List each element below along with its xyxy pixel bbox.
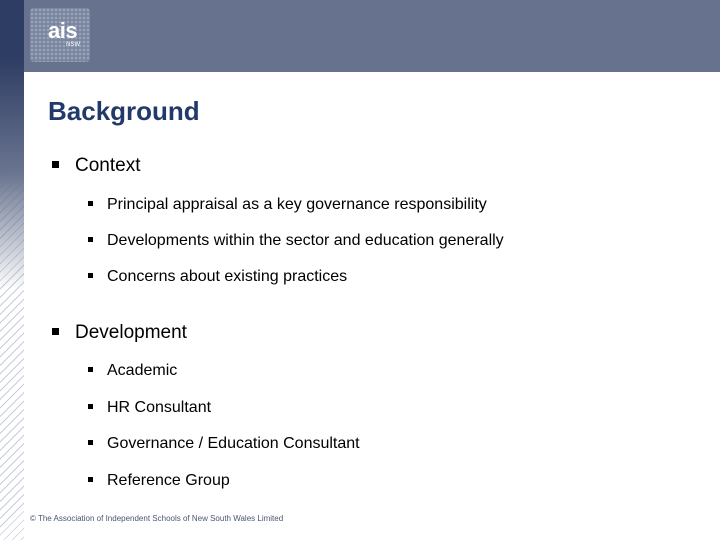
bullet-square-icon xyxy=(52,161,59,168)
logo-text: ais xyxy=(48,18,78,43)
left-strip-gradient xyxy=(0,0,24,290)
sub-bullet-text: HR Consultant xyxy=(107,399,212,416)
bullet-context xyxy=(52,155,140,177)
bullet-square-icon xyxy=(52,328,59,335)
bullet-square-icon xyxy=(88,440,93,445)
bullet-development xyxy=(52,322,187,344)
copyright-footer: © The Association of Independent Schools of New South Wales Limited xyxy=(30,514,284,523)
bullet-text: Context xyxy=(75,155,141,176)
sub-bullet xyxy=(88,472,230,490)
header-band xyxy=(24,0,720,72)
sub-bullet-text: Developments within the sector and education generally xyxy=(107,232,504,249)
logo-subtext: NSW xyxy=(66,42,80,48)
sub-bullet xyxy=(88,435,360,453)
bullet-square-icon xyxy=(88,404,93,409)
bullet-square-icon xyxy=(88,201,93,206)
slide-title: Background xyxy=(48,96,200,126)
bullet-square-icon xyxy=(88,273,93,278)
bullet-square-icon xyxy=(88,367,93,372)
sub-bullet xyxy=(88,399,211,417)
sub-bullet-text: Concerns about existing practices xyxy=(107,268,348,285)
sub-bullet-text: Reference Group xyxy=(107,472,230,489)
sub-bullet-text: Governance / Education Consultant xyxy=(107,435,360,452)
sub-bullet xyxy=(88,232,504,250)
bullet-square-icon xyxy=(88,477,93,482)
sub-bullet-text: Principal appraisal as a key governance responsibility xyxy=(107,196,487,213)
sub-bullet xyxy=(88,196,487,214)
bullet-text: Development xyxy=(75,322,187,343)
sub-bullet xyxy=(88,362,177,380)
bullet-square-icon xyxy=(88,237,93,242)
sub-bullet-text: Academic xyxy=(107,362,178,379)
sub-bullet xyxy=(88,268,347,286)
